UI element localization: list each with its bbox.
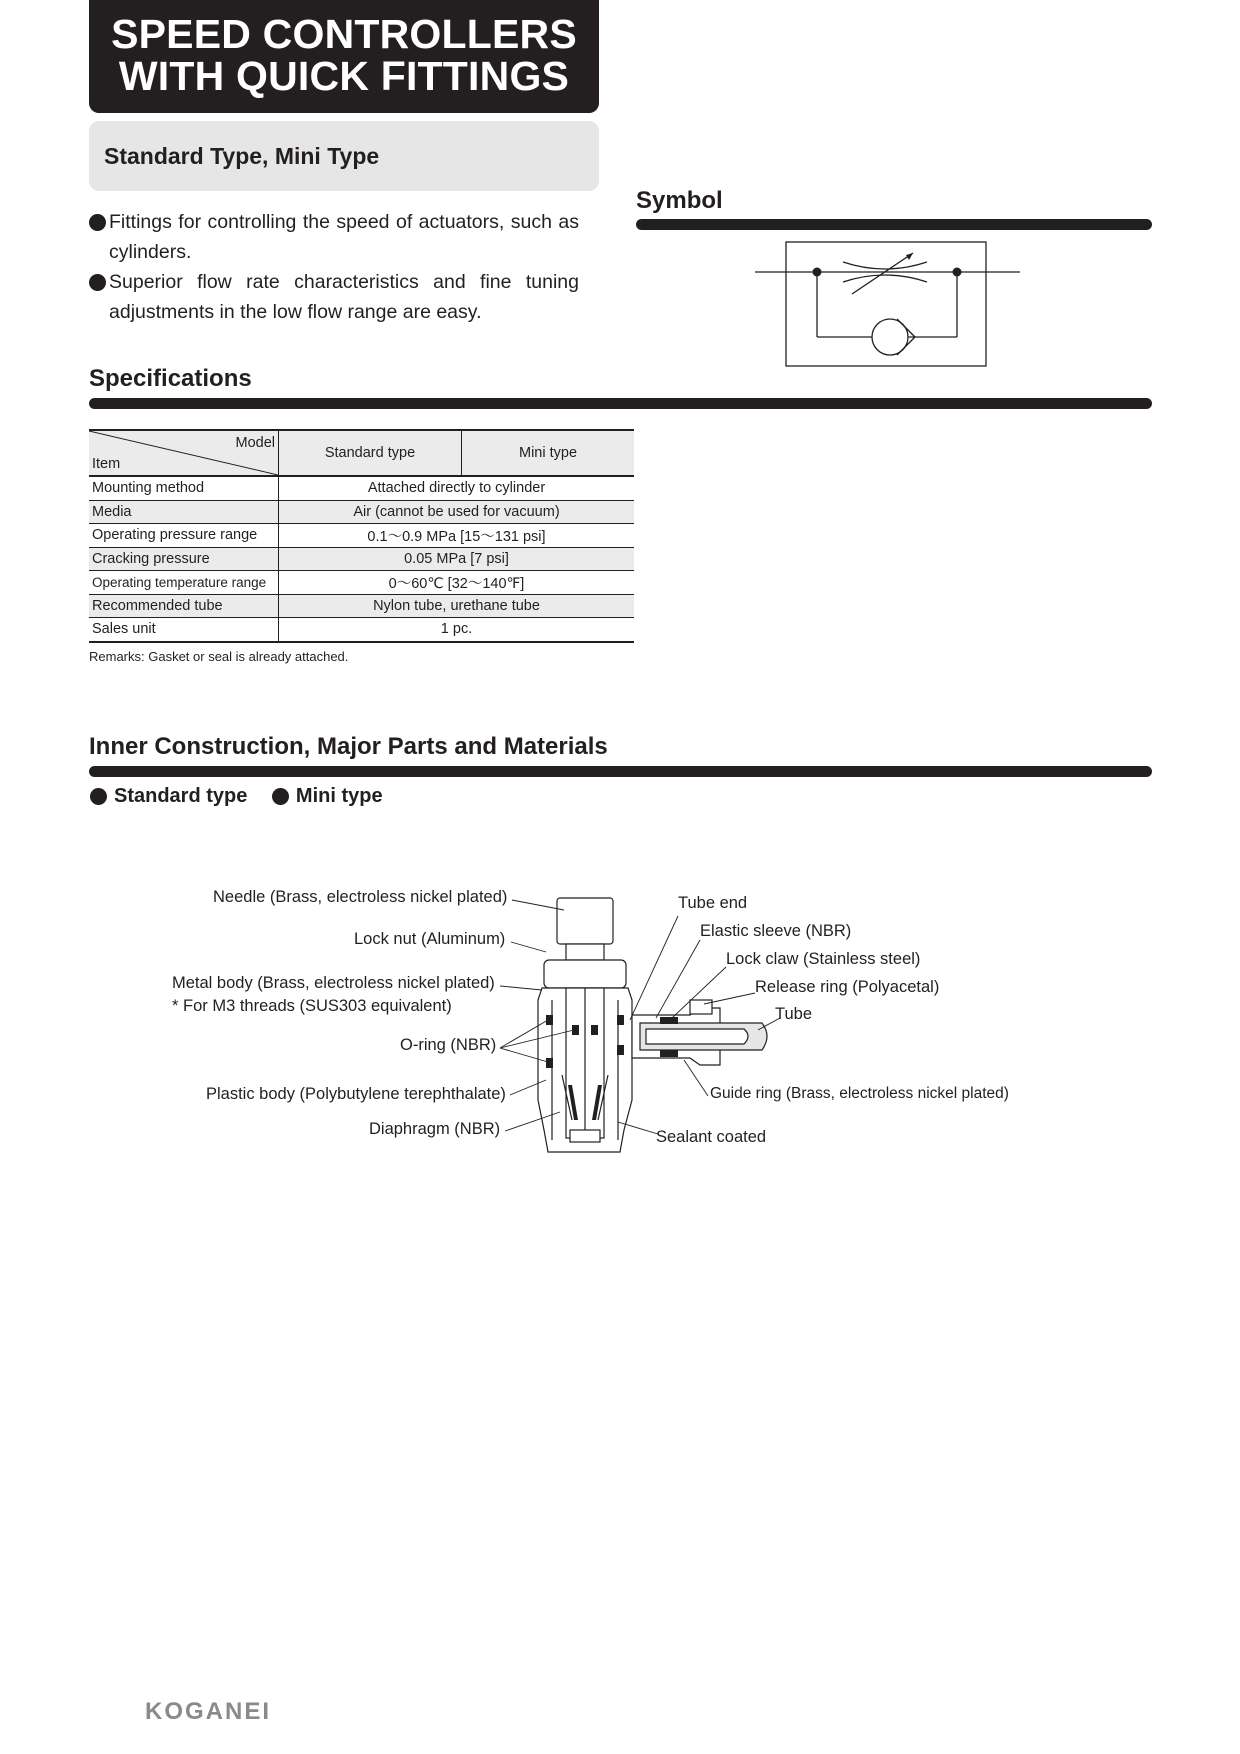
title-line-2: WITH QUICK FITTINGS bbox=[118, 53, 570, 99]
label-plastic-body: Plastic body (Polybutylene terephthalate) bbox=[206, 1085, 506, 1103]
type-list bbox=[89, 785, 401, 808]
table-row bbox=[89, 571, 634, 595]
item-label: Item bbox=[92, 456, 121, 472]
bullet-icon bbox=[90, 788, 107, 805]
table-row bbox=[89, 524, 634, 548]
bullet-icon bbox=[272, 788, 289, 805]
specifications-table bbox=[89, 429, 634, 643]
feature-text: Superior flow rate characteristics and fine tuning adjustments in the low flow range are easy. bbox=[109, 271, 579, 323]
label-lock-nut: Lock nut (Aluminum) bbox=[354, 930, 506, 948]
label-release-ring: Release ring (Polyacetal) bbox=[755, 978, 940, 996]
label-guide-ring: Guide ring (Brass, electroless nickel plated) bbox=[710, 1085, 1009, 1102]
type-item bbox=[271, 785, 383, 808]
table-row bbox=[89, 500, 634, 524]
label-diaphragm: Diaphragm (NBR) bbox=[369, 1120, 501, 1138]
row-label: Recommended tube bbox=[89, 594, 279, 618]
type-label: Mini type bbox=[295, 785, 383, 807]
column-header: Standard type bbox=[279, 430, 462, 476]
title-line-1: SPEED CONTROLLERS bbox=[111, 11, 577, 57]
construction-heading: Inner Construction, Major Parts and Materials bbox=[89, 733, 608, 760]
row-label: Sales unit bbox=[89, 618, 279, 642]
title-banner bbox=[89, 0, 599, 113]
bullet-icon bbox=[89, 214, 106, 231]
table-row bbox=[89, 594, 634, 618]
feature-list bbox=[89, 207, 579, 327]
label-tube: Tube bbox=[775, 1005, 812, 1023]
row-value: Nylon tube, urethane tube bbox=[279, 594, 635, 618]
symbol-divider bbox=[636, 219, 1152, 230]
label-needle: Needle (Brass, electroless nickel plated) bbox=[213, 888, 508, 906]
row-label: Operating pressure range bbox=[89, 524, 279, 548]
row-label: Media bbox=[89, 500, 279, 524]
feature-item bbox=[89, 207, 579, 267]
specifications-divider bbox=[89, 398, 1152, 409]
koganei-logo: KOGANEI bbox=[145, 1698, 272, 1725]
feature-item bbox=[89, 267, 579, 327]
subtitle-banner bbox=[89, 121, 599, 191]
label-o-ring: O-ring (NBR) bbox=[400, 1036, 497, 1054]
label-elastic-sleeve: Elastic sleeve (NBR) bbox=[700, 922, 852, 940]
label-m3-note: * For M3 threads (SUS303 equivalent) bbox=[172, 997, 452, 1015]
label-tube-end: Tube end bbox=[678, 894, 748, 912]
table-row bbox=[89, 618, 634, 642]
construction-divider bbox=[89, 766, 1152, 777]
table-header-row bbox=[89, 430, 634, 476]
bullet-icon bbox=[89, 274, 106, 291]
corner-cell bbox=[89, 430, 279, 476]
label-sealant: Sealant coated bbox=[656, 1128, 767, 1146]
specifications-heading: Specifications bbox=[89, 365, 252, 392]
subtitle: Standard Type, Mini Type bbox=[104, 143, 380, 169]
row-value: 0.1～0.9 MPa [15～131 psi] bbox=[279, 524, 635, 548]
table-row bbox=[89, 547, 634, 571]
type-item bbox=[89, 785, 247, 808]
table-row bbox=[89, 476, 634, 500]
flow-control-symbol bbox=[755, 236, 1027, 372]
row-label: Cracking pressure bbox=[89, 547, 279, 571]
label-metal-body: Metal body (Brass, electroless nickel plated) bbox=[172, 974, 495, 992]
model-label: Model bbox=[235, 435, 275, 451]
row-value: 0～60℃ [32～140℉] bbox=[279, 571, 635, 595]
feature-text: Fittings for controlling the speed of actuators, such as cylinders. bbox=[109, 211, 579, 263]
row-value: Attached directly to cylinder bbox=[279, 476, 635, 500]
row-label: Operating temperature range bbox=[89, 571, 279, 595]
type-label: Standard type bbox=[114, 785, 248, 807]
label-lock-claw: Lock claw (Stainless steel) bbox=[726, 950, 921, 968]
row-value: 0.05 MPa [7 psi] bbox=[279, 547, 635, 571]
row-label: Mounting method bbox=[89, 476, 279, 500]
column-header: Mini type bbox=[462, 430, 635, 476]
remarks-note: Remarks: Gasket or seal is already attached. bbox=[89, 649, 349, 664]
row-value: Air (cannot be used for vacuum) bbox=[279, 500, 635, 524]
row-value: 1 pc. bbox=[279, 618, 635, 642]
symbol-heading: Symbol bbox=[636, 187, 723, 214]
